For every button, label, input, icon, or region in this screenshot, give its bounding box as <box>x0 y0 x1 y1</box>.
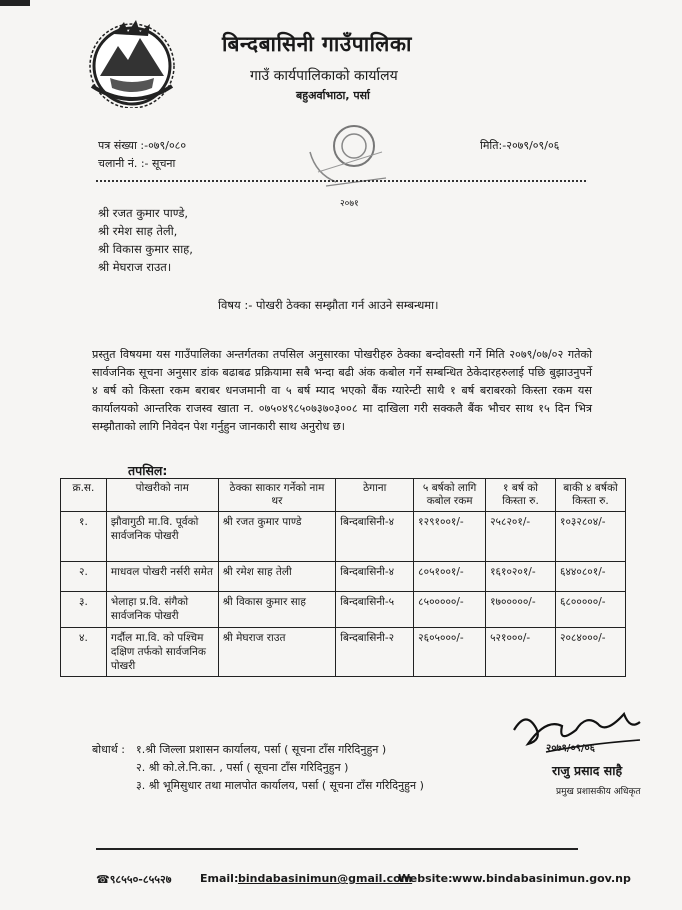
table-cell: गर्दौल मा.वि. को पश्चिम दक्षिण तर्फको सार्वजनिक पोखरी <box>106 628 218 677</box>
cc-item: १.श्री जिल्ला प्रशासन कार्यालय, पर्सा ( सूचना टाँस गरिदिनुहुन ) <box>136 743 387 756</box>
table-cell: ३. <box>61 592 107 628</box>
addressee-line: श्री रजत कुमार पाण्डे, <box>98 206 189 220</box>
reference-number: पत्र संख्या :-०७९/०८० <box>98 139 187 152</box>
table-cell: श्री रमेश साह तेली <box>218 562 336 592</box>
footer-phone: ☎९८५५०-८५५२७ <box>96 873 172 886</box>
col-header-sn: क्र.स. <box>61 479 107 512</box>
stamp-year: २०७१ <box>340 199 359 209</box>
footer-website-label: Website: <box>398 872 453 885</box>
table-cell: १६१०२०१/- <box>486 562 556 592</box>
table-cell: १७०००००/- <box>486 592 556 628</box>
table-cell: ४. <box>61 628 107 677</box>
table-row <box>61 628 626 677</box>
office-name: गाउँ कार्यपालिकाको कार्यालय <box>250 68 398 84</box>
table-cell: झौवागुठी मा.वि. पूर्वको सार्वजनिक पोखरी <box>106 512 218 562</box>
cc-item: २. श्री को.ले.नि.का. , पर्सा ( सूचना टाँस गरिदिनुहुन ) <box>136 761 349 774</box>
footer-divider <box>96 848 578 850</box>
table-row <box>61 562 626 592</box>
table-cell: २६०५०००/- <box>414 628 486 677</box>
letter-date: मिति:-२०७९/०९/०६ <box>480 139 560 152</box>
signatory-name: राजु प्रसाद साहै <box>552 763 623 778</box>
table-cell: बिन्दबासिनी-२ <box>336 628 414 677</box>
scan-edge-mark <box>0 0 30 6</box>
nepal-emblem-icon <box>84 16 180 108</box>
table-cell: २. <box>61 562 107 592</box>
table-cell: ५२१०००/- <box>486 628 556 677</box>
table-cell: श्री विकास कुमार साह <box>218 592 336 628</box>
table-cell: ८५०००००/- <box>414 592 486 628</box>
letter-body: प्रस्तुत विषयमा यस गाउँपालिका अन्तर्गतका तपसिल अनुसारका पोखरीहरु ठेक्का बन्दोवस्ती गर्ने मिति २०७९/०७/०२ गतेको सार्वजनिक सूचना अनुसार डांक बढाबढ प्रक्रियामा सबै भन्दा बढी अंक कबोल गर्ने सम्बन्धित ठेकेदारहरुलाई पछि बुझाउनुपर्ने ४ बर्ष को किस्ता रकम बराबर धनजमानी वा ५ बर्ष म्याद भएको बैंक ग्यारेन्टी साथै १ बर्ष बराबरको किस्ता रकम यस कार्यालयको आन्तरिक राजस्व खाता न. ०७५०४९८५०७३७०३००८ मा दाखिला गरी सक्कलै बैंक भौचर साथ १५ दिन भित्र सम्झौताको लागि निवेदन पेश गर्नुहुन जानकारी साथ अनुरोध छ। <box>92 348 592 433</box>
col-header-pond-name: पोखरीको नाम <box>106 479 218 512</box>
addressee-line: श्री रमेश साह तेली, <box>98 224 178 238</box>
table-cell: बिन्दबासिनी-५ <box>336 592 414 628</box>
pond-contract-table <box>60 478 626 677</box>
table-cell: श्री मेघराज राउत <box>218 628 336 677</box>
col-header-address: ठेगाना <box>336 479 414 512</box>
cc-label: बोधार्थ : <box>92 743 125 756</box>
table-cell: २०८४०००/- <box>556 628 626 677</box>
letter-subject: विषय :- पोखरी ठेक्का सम्झौता गर्न आउने सम्बन्धमा। <box>218 298 439 312</box>
table-cell: माधवल पोखरी नर्सरी समेत <box>106 562 218 592</box>
table-cell: ६४४०८०१/- <box>556 562 626 592</box>
details-heading: तपसिल: <box>128 463 168 478</box>
table-cell: भेलाहा प्र.वि. संगैको सार्वजनिक पोखरी <box>106 592 218 628</box>
col-header-remaining-installment: बाकी ४ बर्षको किस्ता रु. <box>556 479 626 512</box>
signature-date: २०७९/०९/०६ <box>546 743 595 754</box>
office-address: बहुअर्वाभाठा, पर्सा <box>296 89 370 102</box>
table-cell: ६८०००००/- <box>556 592 626 628</box>
table-cell: २५८२०१/- <box>486 512 556 562</box>
table-cell: श्री रजत कुमार पाण्डे <box>218 512 336 562</box>
addressee-line: श्री विकास कुमार साह, <box>98 242 193 256</box>
col-header-contractor: ठेक्का साकार गर्नेको नाम थर <box>218 479 336 512</box>
handwritten-signature-icon <box>506 700 646 770</box>
col-header-annual-installment: १ बर्ष को किस्ता रु. <box>486 479 556 512</box>
signatory-role: प्रमुख प्रशासकीय अधिकृत <box>556 787 641 797</box>
organization-name: बिन्दबासिनी गाउँपालिका <box>222 32 412 56</box>
footer-email-label: Email: <box>200 872 239 885</box>
table-header-row <box>61 479 626 512</box>
table-cell: बिन्दबासिनी-४ <box>336 512 414 562</box>
table-row <box>61 592 626 628</box>
footer-email-link[interactable]: bindabasinimun@gmail.com <box>238 872 413 885</box>
addressee-line: श्री मेघराज राउत। <box>98 260 172 274</box>
header-divider <box>96 180 586 182</box>
office-stamp-icon <box>296 112 408 204</box>
footer-website-link[interactable]: www.bindabasinimun.gov.np <box>452 872 631 885</box>
dispatch-number: चलानी नं. :- सूचना <box>98 157 176 170</box>
table-cell: १. <box>61 512 107 562</box>
col-header-bid-amount: ५ बर्षको लागि कबोल रकम <box>414 479 486 512</box>
table-row <box>61 512 626 562</box>
table-cell: बिन्दबासिनी-४ <box>336 562 414 592</box>
table-cell: १२९१००१/- <box>414 512 486 562</box>
cc-item: ३. श्री भूमिसुधार तथा मालपोत कार्यालय, पर्सा ( सूचना टाँस गरिदिनुहुन ) <box>136 779 424 792</box>
table-cell: ८०५१००१/- <box>414 562 486 592</box>
table-cell: १०३२८०४/- <box>556 512 626 562</box>
